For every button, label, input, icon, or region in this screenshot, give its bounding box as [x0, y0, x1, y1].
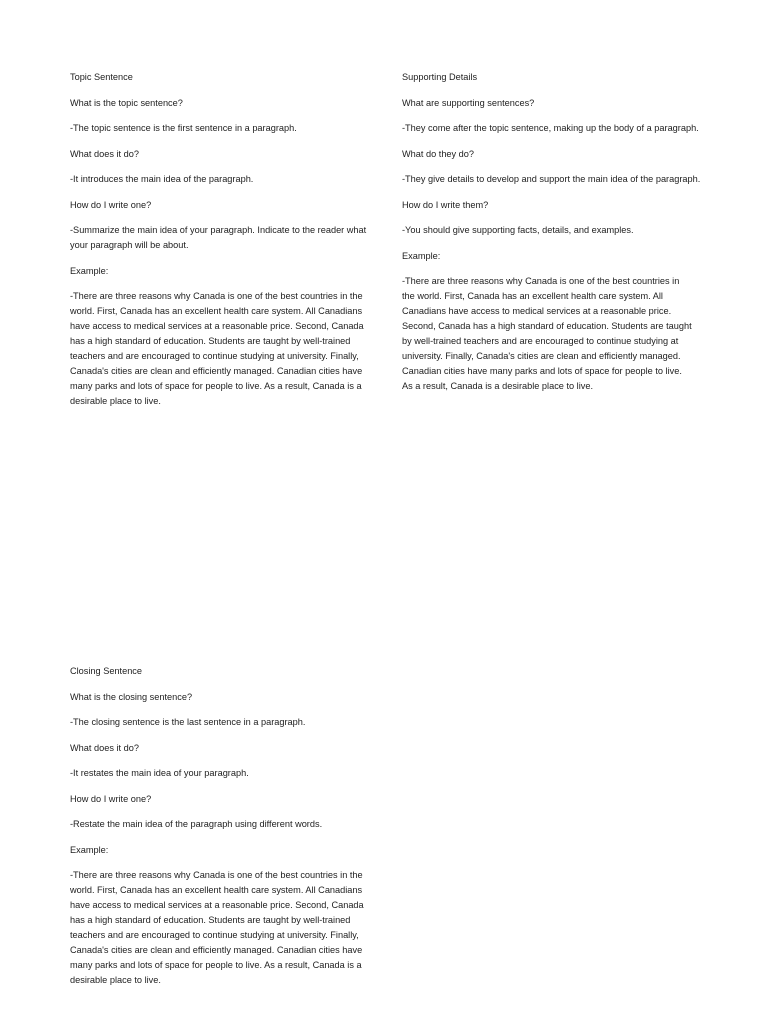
section-heading: Supporting Details [402, 72, 478, 82]
question: What does it do? [70, 743, 139, 753]
answer: -They give details to develop and support the main idea of the paragraph. [402, 174, 701, 184]
example-label: Example: [402, 251, 441, 261]
question: What are supporting sentences? [402, 98, 535, 108]
example-paragraph: -There are three reasons why Canada is one of the best countries in the world. First, Canada has an excellent health care system. All Canadians have access to medical services at a reasonable price. Second, Canada has a high standard of education. Students are taught by well-trained teachers and are encouraged to continue studying at university. Finally, Canada's cities are clean and efficiently managed. Canadian cities have many parks and lots of space for people to live. As a result, Canada is a desirable place to live. [402, 276, 692, 391]
answer: -It introduces the main idea of the paragraph. [70, 174, 254, 184]
answer: -You should give supporting facts, details, and examples. [402, 225, 634, 235]
question: What is the topic sentence? [70, 98, 183, 108]
question: What is the closing sentence? [70, 692, 193, 702]
question: What do they do? [402, 149, 475, 159]
answer: -It restates the main idea of your paragraph. [70, 768, 249, 778]
closing-sentence-section [70, 665, 370, 988]
question: How do I write one? [70, 200, 152, 210]
answer: -Summarize the main idea of your paragraph. Indicate to the reader what your paragraph will be about. [70, 225, 367, 250]
answer: -The topic sentence is the first sentence in a paragraph. [70, 123, 297, 133]
topic-sentence-section [70, 71, 370, 409]
example-label: Example: [70, 266, 109, 276]
answer: -Restate the main idea of the paragraph using different words. [70, 819, 323, 829]
section-heading: Closing Sentence [70, 666, 143, 676]
question: How do I write them? [402, 200, 489, 210]
example-paragraph: -There are three reasons why Canada is one of the best countries in the world. First, Canada has an excellent health care system. All Canadians have access to medical services at a reasonable price. Second, Canada has a high standard of education. Students are taught by well-trained teachers and are encouraged to continue studying at university. Finally, Canada's cities are clean and efficiently managed. Canadian cities have many parks and lots of space for people to live. As a result, Canada is a desirable place to live. [70, 291, 364, 406]
answer: -The closing sentence is the last sentence in a paragraph. [70, 717, 306, 727]
example-label: Example: [70, 845, 109, 855]
supporting-details-section [402, 71, 702, 394]
question: How do I write one? [70, 794, 152, 804]
example-paragraph: -There are three reasons why Canada is one of the best countries in the world. First, Canada has an excellent health care system. All Canadians have access to medical services at a reasonable price. Second, Canada has a high standard of education. Students are taught by well-trained teachers and are encouraged to continue studying at university. Finally, Canada's cities are clean and efficiently managed. Canadian cities have many parks and lots of space for people to live. As a result, Canada is a desirable place to live. [70, 870, 364, 985]
answer: -They come after the topic sentence, making up the body of a paragraph. [402, 123, 699, 133]
section-heading: Topic Sentence [70, 72, 133, 82]
question: What does it do? [70, 149, 139, 159]
